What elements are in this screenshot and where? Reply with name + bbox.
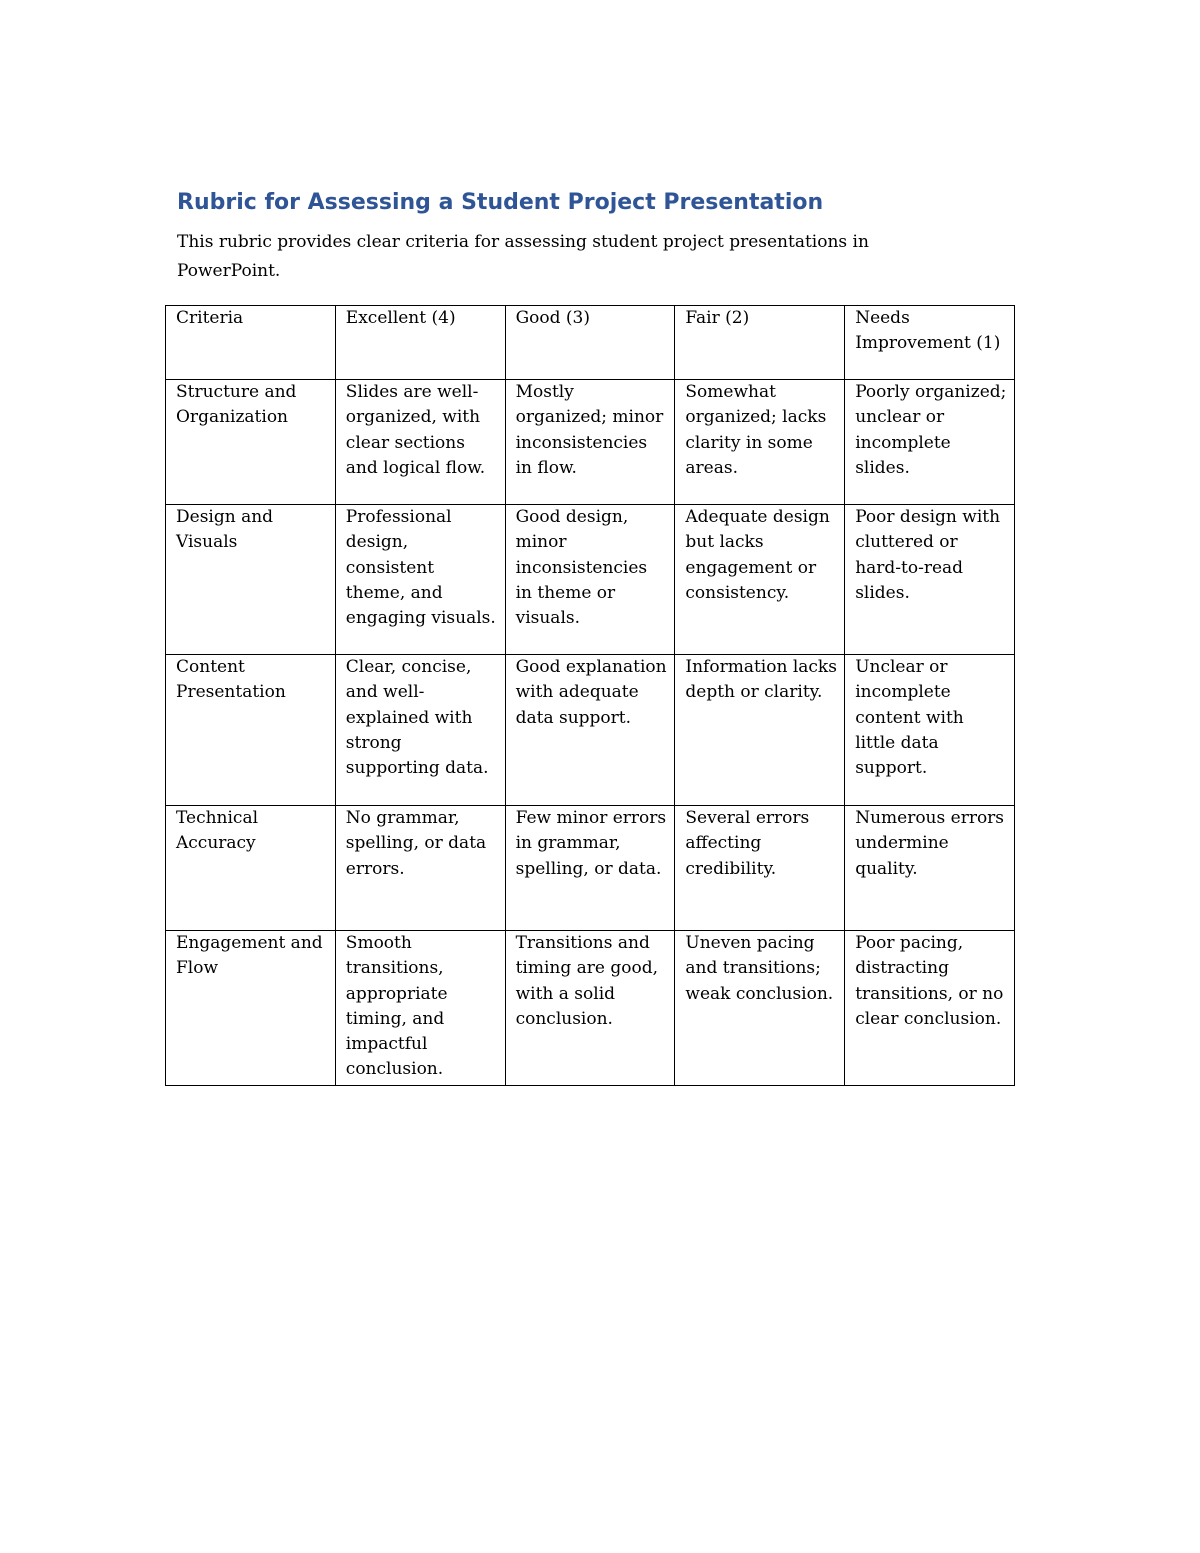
header-good: Good (3)	[505, 306, 675, 380]
good-cell: Transitions and timing are good, with a solid conclusion.	[505, 931, 675, 1086]
needs-improvement-cell: Unclear or incomplete content with little data support.	[845, 655, 1015, 806]
rubric-table	[165, 305, 1015, 1086]
excellent-cell: Clear, concise, and well-explained with strong supporting data.	[335, 655, 505, 806]
fair-cell: Uneven pacing and transitions; weak conclusion.	[675, 931, 845, 1086]
criteria-cell: Structure and Organization	[166, 380, 336, 505]
table-row	[166, 655, 1015, 806]
criteria-cell: Content Presentation	[166, 655, 336, 806]
excellent-cell: No grammar, spelling, or data errors.	[335, 806, 505, 931]
table-row	[166, 380, 1015, 505]
good-cell: Good design, minor inconsistencies in theme or visuals.	[505, 505, 675, 655]
table-row	[166, 806, 1015, 931]
table-row	[166, 931, 1015, 1086]
criteria-cell: Design and Visuals	[166, 505, 336, 655]
good-cell: Mostly organized; minor inconsistencies in flow.	[505, 380, 675, 505]
needs-improvement-cell: Poor design with cluttered or hard-to-read slides.	[845, 505, 1015, 655]
intro-paragraph: This rubric provides clear criteria for assessing student project presentations in PowerPoint.	[177, 232, 869, 281]
header-needs-improvement: Needs Improvement (1)	[845, 306, 1015, 380]
good-cell: Good explanation with adequate data support.	[505, 655, 675, 806]
header-fair: Fair (2)	[675, 306, 845, 380]
excellent-cell: Slides are well-organized, with clear sections and logical flow.	[335, 380, 505, 505]
criteria-cell: Technical Accuracy	[166, 806, 336, 931]
fair-cell: Information lacks depth or clarity.	[675, 655, 845, 806]
table-row	[166, 505, 1015, 655]
excellent-cell: Smooth transitions, appropriate timing, and impactful conclusion.	[335, 931, 505, 1086]
criteria-cell: Engagement and Flow	[166, 931, 336, 1086]
table-header-row	[166, 306, 1015, 380]
header-excellent: Excellent (4)	[335, 306, 505, 380]
needs-improvement-cell: Poorly organized; unclear or incomplete slides.	[845, 380, 1015, 505]
fair-cell: Adequate design but lacks engagement or consistency.	[675, 505, 845, 655]
needs-improvement-cell: Poor pacing, distracting transitions, or no clear conclusion.	[845, 931, 1015, 1086]
excellent-cell: Professional design, consistent theme, and engaging visuals.	[335, 505, 505, 655]
fair-cell: Several errors affecting credibility.	[675, 806, 845, 931]
fair-cell: Somewhat organized; lacks clarity in some areas.	[675, 380, 845, 505]
good-cell: Few minor errors in grammar, spelling, or data.	[505, 806, 675, 931]
document-title: Rubric for Assessing a Student Project Presentation	[177, 190, 824, 215]
header-criteria: Criteria	[166, 306, 336, 380]
needs-improvement-cell: Numerous errors undermine quality.	[845, 806, 1015, 931]
